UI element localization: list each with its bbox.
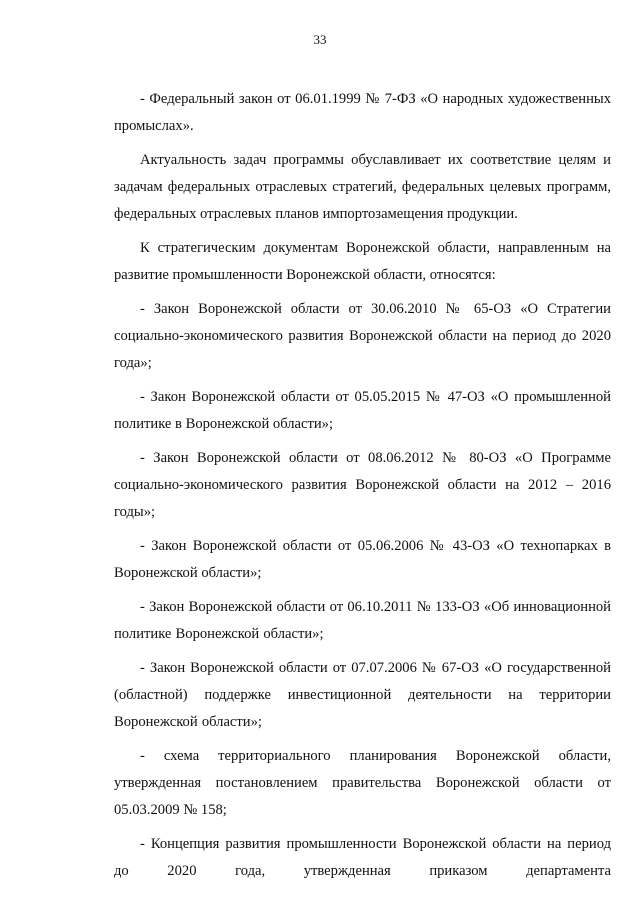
paragraph-program-relevance: Актуальность задач программы обуславливает их соответствие целям и задачам федеральных отраслевых стратегий, федеральных целевых программ, федеральных отраслевых планов импортозамещения продукции. — [114, 152, 611, 222]
list-item-industry-concept: - Концепция развития промышленности Воронежской области на период до 2020 года, утвержденная приказом департамента — [114, 835, 611, 879]
list-item-law-65-oz: - Закон Воронежской области от 30.06.2010 № 65-ОЗ «О Стратегии социально-экономического развития Воронежской области на период до 2020 года»; — [114, 301, 611, 371]
document-body — [114, 86, 611, 892]
list-item-law-133-oz: - Закон Воронежской области от 06.10.2011 № 133-ОЗ «Об инновационной политике Воронежской области»; — [114, 599, 611, 642]
list-item-law-80-oz: - Закон Воронежской области от 08.06.2012 № 80-ОЗ «О Программе социально-экономического развития Воронежской области на 2012 – 2016 годы»; — [114, 450, 611, 520]
list-item-law-43-oz: - Закон Воронежской области от 05.06.2006 № 43-ОЗ «О технопарках в Воронежской области»; — [114, 537, 611, 581]
list-item-territorial-planning-scheme: - схема территориального планирования Воронежской области, утвержденная постановлением правительства Воронежской области от 05.03.2009 № 158; — [114, 748, 611, 818]
paragraph-federal-law-crafts: - Федеральный закон от 06.01.1999 № 7-ФЗ «О народных художественных промыслах». — [114, 91, 611, 134]
page-number: 33 — [313, 32, 327, 47]
list-item-law-67-oz: - Закон Воронежской области от 07.07.2006 № 67-ОЗ «О государственной (областной) поддержке инвестиционной деятельности на территории Воронежской области»; — [114, 660, 611, 730]
paragraph-strategic-documents-intro: К стратегическим документам Воронежской области, направленным на развитие промышленности Воронежской области, относятся: — [114, 239, 611, 283]
list-item-law-47-oz: - Закон Воронежской области от 05.05.2015 № 47-ОЗ «О промышленной политике в Воронежской области»; — [114, 388, 611, 432]
